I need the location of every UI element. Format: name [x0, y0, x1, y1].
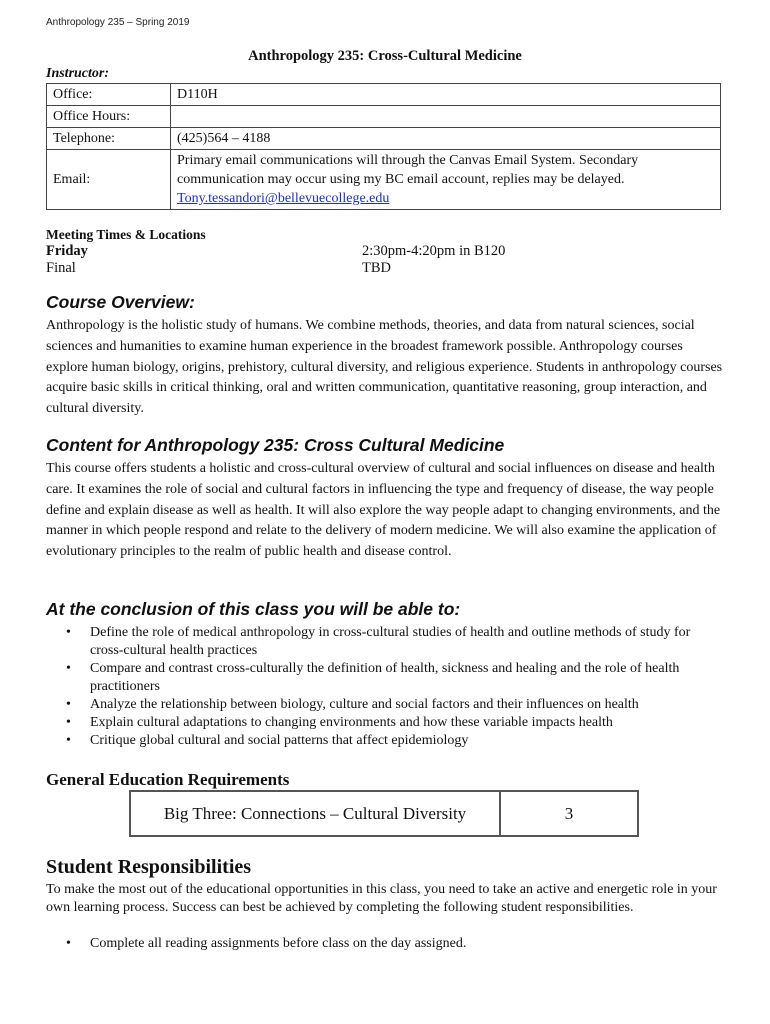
meeting-day-friday: Friday	[46, 243, 88, 259]
meeting-times-title: Meeting Times & Locations	[46, 227, 206, 242]
instructor-info-table	[46, 83, 721, 210]
running-header: Anthropology 235 – Spring 2019	[46, 17, 190, 28]
responsibilities-list	[62, 935, 727, 953]
office-hours-key: Office Hours:	[47, 106, 171, 128]
telephone-key: Telephone:	[47, 128, 171, 150]
course-overview-heading: Course Overview:	[46, 292, 195, 312]
office-value: D110H	[171, 84, 721, 106]
email-description: Primary email communications will through the Canvas Email System. Secondary communication may occur using my BC email account, replies may be delayed.	[177, 153, 639, 187]
list-item: • Compare and contrast cross-culturally the definition of health, sickness and healing and the role of health practitioners	[62, 660, 727, 696]
content-heading: Content for Anthropology 235: Cross Cultural Medicine	[46, 435, 505, 455]
gen-ed-heading: General Education Requirements	[46, 770, 290, 789]
document-title: Anthropology 235: Cross-Cultural Medicine	[248, 48, 522, 64]
email-value	[171, 150, 721, 210]
office-key: Office:	[47, 84, 171, 106]
outcomes-list	[62, 624, 727, 750]
table-row	[47, 84, 721, 106]
table-row	[47, 128, 721, 150]
email-link[interactable]: Tony.tessandori@bellevuecollege.edu	[177, 191, 390, 206]
list-item: • Critique global cultural and social patterns that affect epidemiology	[62, 732, 727, 750]
meeting-detail-final: TBD	[362, 260, 391, 276]
gen-ed-requirement: Big Three: Connections – Cultural Diversity	[131, 792, 501, 835]
telephone-value: (425)564 – 4188	[171, 128, 721, 150]
table-row	[47, 106, 721, 128]
list-item: • Analyze the relationship between biology, culture and social factors and their influences on health	[62, 696, 727, 714]
email-key: Email:	[47, 150, 171, 210]
responsibilities-heading: Student Responsibilities	[46, 856, 252, 878]
content-text: This course offers students a holistic and cross-cultural overview of cultural and social influences on disease and health care. It examines the role of social and cultural factors in influencing the type and frequency of disease, the way people define and explain disease as well as health. It will also explore the way people adapt to changing environments, and the manner in which people respond and relate to the delivery of modern medicine. We will also examine the application of evolutionary principles to the realm of public health and disease control.	[46, 461, 721, 560]
meeting-day-final: Final	[46, 260, 76, 276]
gen-ed-table	[129, 790, 639, 837]
responsibilities-text: To make the most out of the educational opportunities in this class, you need to take an active and energetic role in your own learning process. Success can best be achieved by completing the following student responsibilities.	[46, 882, 717, 915]
outcomes-heading: At the conclusion of this class you will be able to:	[46, 599, 461, 619]
meeting-detail-friday: 2:30pm-4:20pm in B120	[362, 243, 506, 259]
list-item: • Explain cultural adaptations to changing environments and how these variable impacts health	[62, 714, 727, 732]
table-row	[47, 150, 721, 210]
office-hours-value	[171, 106, 721, 128]
course-overview-text: Anthropology is the holistic study of humans. We combine methods, theories, and data from natural sciences, social sciences and humanities to examine human experience in the broadest framework possible. Anthropology courses explore human biology, origins, prehistory, cultural diversity, and religious experience. Students in anthropology courses acquire basic skills in critical thinking, oral and written communication, quantitative reasoning, group interaction, and cultural diversity.	[46, 318, 723, 417]
list-item: • Define the role of medical anthropology in cross-cultural studies of health and outline methods of study for cross-cultural health practices	[62, 624, 727, 660]
instructor-label: Instructor:	[46, 66, 110, 81]
list-item: • Complete all reading assignments before class on the day assigned.	[62, 935, 727, 953]
gen-ed-credits: 3	[564, 803, 574, 823]
